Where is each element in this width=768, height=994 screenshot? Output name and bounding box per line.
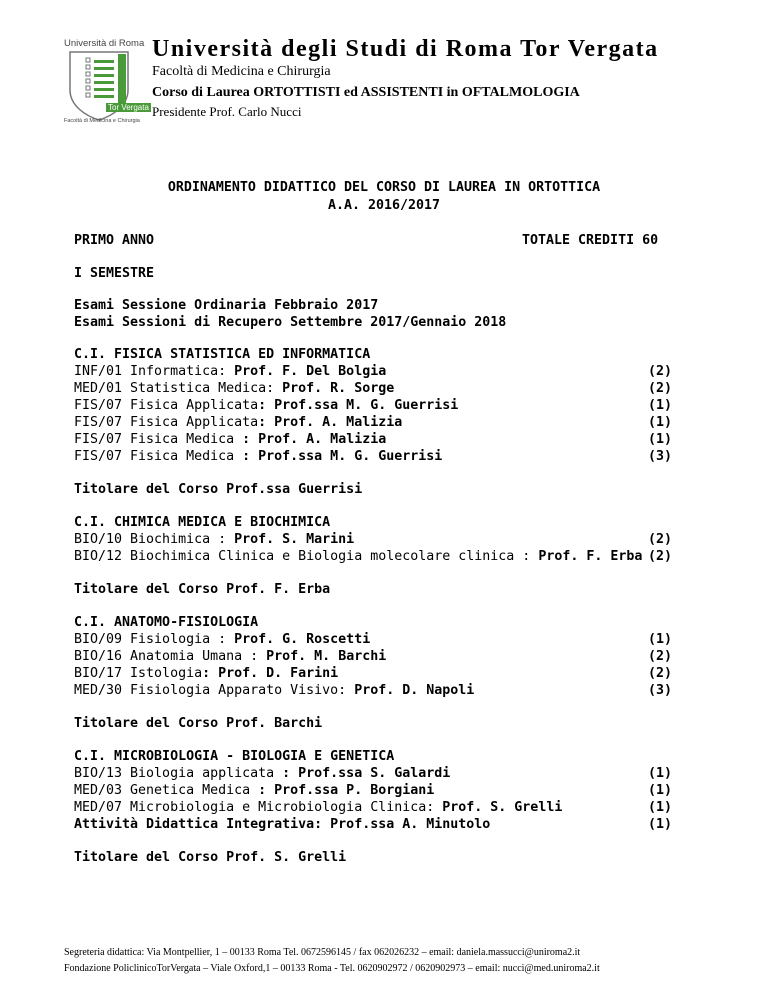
course-item: INF/01 Informatica: Prof. F. Del Bolgia xyxy=(74,364,387,379)
doc-title: ORDINAMENTO DIDATTICO DEL CORSO DI LAUREA IN ORTOTTICA xyxy=(167,180,601,195)
course-holder: Titolare del Corso Prof. F. Erba xyxy=(74,582,331,597)
course-item: Attività Didattica Integrativa: Prof.ssa A. Minutolo xyxy=(74,817,491,832)
course-item: MED/01 Statistica Medica: Prof. R. Sorge xyxy=(74,381,395,396)
course-item: BIO/16 Anatomia Umana : Prof. M. Barchi xyxy=(74,649,387,664)
footer-secretariat: Segreteria didattica: Via Montpellier, 1 – 00133 Roma Tel. 0672596145 / fax 062026232 – email: daniela.massucci@uniroma2.it xyxy=(64,947,581,958)
credits: (2) xyxy=(648,666,673,681)
credits: (2) xyxy=(648,532,673,547)
course-holder: Titolare del Corso Prof.ssa Guerrisi xyxy=(74,482,363,497)
credits: (3) xyxy=(648,683,673,698)
credits: (1) xyxy=(648,783,673,798)
credits: (1) xyxy=(648,415,673,430)
faculty-name: Facoltà di Medicina e Chirurgia xyxy=(152,64,331,79)
credits: (1) xyxy=(648,800,673,815)
course-title: C.I. MICROBIOLOGIA - BIOLOGIA E GENETICA xyxy=(74,749,395,764)
university-logo xyxy=(64,38,149,130)
credits: (1) xyxy=(648,398,673,413)
course-title: C.I. FISICA STATISTICA ED INFORMATICA xyxy=(74,347,371,362)
credits: (3) xyxy=(648,449,673,464)
credits: (2) xyxy=(648,649,673,664)
credits: (1) xyxy=(648,766,673,781)
course-title: C.I. CHIMICA MEDICA E BIOCHIMICA xyxy=(74,515,331,530)
credits: (2) xyxy=(648,549,673,564)
course-name: Corso di Laurea ORTOTTISTI ed ASSISTENTI in OFTALMOLOGIA xyxy=(152,85,580,100)
credits: (1) xyxy=(648,632,673,647)
session-recovery: Esami Sessioni di Recupero Settembre 2017/Gennaio 2018 xyxy=(74,315,507,330)
logo-top-text: Università di Roma xyxy=(64,38,145,49)
course-item: MED/07 Microbiologia e Microbiologia Clinica: Prof. S. Grelli xyxy=(74,800,563,815)
course-item: FIS/07 Fisica Medica : Prof. A. Malizia xyxy=(74,432,387,447)
course-item: MED/30 Fisiologia Apparato Visivo: Prof. D. Napoli xyxy=(74,683,475,698)
credits: (2) xyxy=(648,381,673,396)
course-item: FIS/07 Fisica Applicata: Prof.ssa M. G. Guerrisi xyxy=(74,398,459,413)
course-item: BIO/17 Istologia: Prof. D. Farini xyxy=(74,666,339,681)
logo-bottom-text: Facoltà di Medicina e Chirurgia xyxy=(64,118,140,124)
logo-tor-vergata: Tor Vergata xyxy=(108,103,149,112)
semester-label: I SEMESTRE xyxy=(74,266,155,281)
course-holder: Titolare del Corso Prof. S. Grelli xyxy=(74,850,347,865)
credits: (1) xyxy=(648,432,673,447)
course-item: BIO/13 Biologia applicata : Prof.ssa S. Galardi xyxy=(74,766,451,781)
footer-foundation: Fondazione PoliclinicoTorVergata – Viale Oxford,1 – 00133 Roma - Tel. 0620902972 / 0620902973 – email: nucci@med.uniroma2.it xyxy=(64,963,600,974)
academic-year: A.A. 2016/2017 xyxy=(327,198,441,213)
university-name: Università degli Studi di Roma Tor Vergata xyxy=(152,36,659,62)
course-item: FIS/07 Fisica Applicata: Prof. A. Malizia xyxy=(74,415,403,430)
course-title: C.I. ANATOMO-FISIOLOGIA xyxy=(74,615,259,630)
course-item: BIO/12 Biochimica Clinica e Biologia molecolare clinica : Prof. F. Erba xyxy=(74,549,643,564)
course-item: MED/03 Genetica Medica : Prof.ssa P. Borgiani xyxy=(74,783,435,798)
credits: (2) xyxy=(648,364,673,379)
total-credits: TOTALE CREDITI 60 xyxy=(522,233,659,248)
president: Presidente Prof. Carlo Nucci xyxy=(152,104,302,119)
course-item: BIO/09 Fisiologia : Prof. G. Roscetti xyxy=(74,632,371,647)
year-label: PRIMO ANNO xyxy=(74,233,155,248)
session-ordinary: Esami Sessione Ordinaria Febbraio 2017 xyxy=(74,298,379,313)
course-item: FIS/07 Fisica Medica : Prof.ssa M. G. Guerrisi xyxy=(74,449,443,464)
course-item: BIO/10 Biochimica : Prof. S. Marini xyxy=(74,532,355,547)
credits: (1) xyxy=(648,817,673,832)
course-holder: Titolare del Corso Prof. Barchi xyxy=(74,716,323,731)
